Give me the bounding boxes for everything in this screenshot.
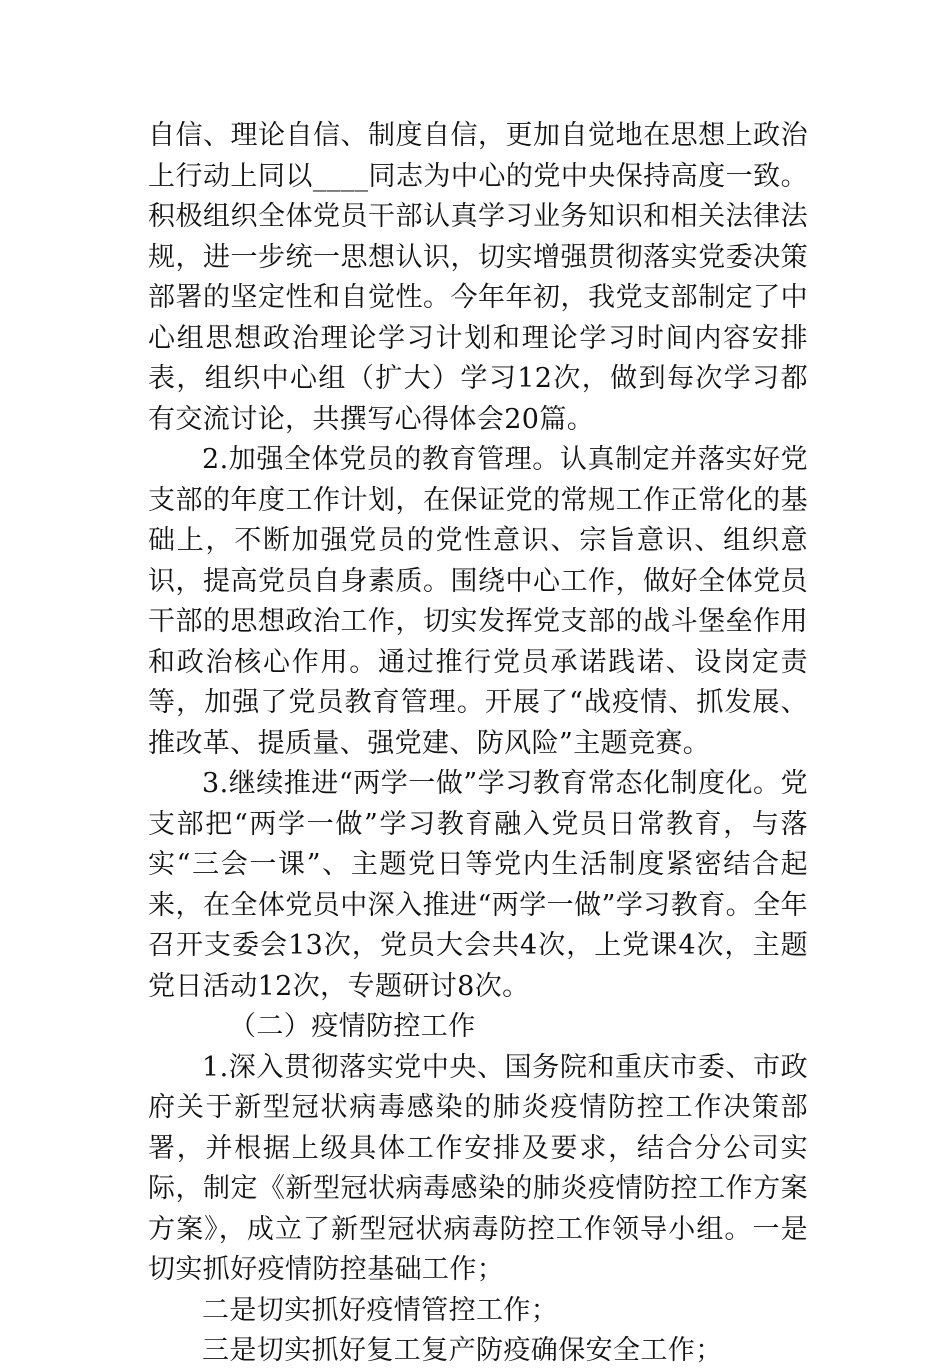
paragraph-two-studies: 3.继续推进“两学一做”学习教育常态化制度化。党支部把“两学一做”学习教育融入党员日常教育，与落实“三会一课”、主题党日等党内生活制度紧密结合起来，在全体党员中深入推进“两学一做”学习教育。全年召开支委会13次，党员大会共4次，上党课4次，主题党日活动12次，专题研讨8次。 <box>148 768 808 1002</box>
section-heading-epidemic-control: （二）疫情防控工作 <box>229 1011 476 1042</box>
paragraph-epidemic-deployment: 1.深入贯彻落实党中央、国务院和重庆市委、市政府关于新型冠状病毒感染的肺炎疫情防控工作决策部署，并根据上级具体工作安排及要求，结合分公司实际，制定《新型冠状病毒感染的肺炎疫情防控工作方案方案》，成立了新型冠状病毒防控工作领导小组。一是切实抓好疫情防控基础工作； <box>148 1051 808 1285</box>
paragraph-study-continuation: 自信、理论自信、制度自信，更加自觉地在思想上政治上行动上同以____同志为中心的党中央保持高度一致。积极组织全体党员干部认真学习业务知识和相关法律法规，进一步统一思想认识，切实增强贯彻落实党委决策部署的坚定性和自觉性。今年年初，我党支部制定了中心组思想政治理论学习计划和理论学习时间内容安排表，组织中心组（扩大）学习12次，做到每次学习都有交流讨论，共撰写心得体会20篇。 <box>148 120 808 435</box>
document-body <box>148 116 808 1372</box>
paragraph-education-management: 2.加强全体党员的教育管理。认真制定并落实好党支部的年度工作计划，在保证党的常规工作正常化的基础上，不断加强党员的党性意识、宗旨意识、组织意识，提高党员自身素质。围绕中心工作，做好全体党员干部的思想政治工作，切实发挥党支部的战斗堡垒作用和政治核心作用。通过推行党员承诺践诺、设岗定责等，加强了党员教育管理。开展了“战疫情、抓发展、推改革、提质量、强党建、防风险”主题竞赛。 <box>148 444 808 759</box>
paragraph-item-three: 三是切实抓好复工复产防疫确保安全工作； <box>202 1335 723 1366</box>
paragraph-item-two: 二是切实抓好疫情管控工作； <box>202 1294 559 1326</box>
